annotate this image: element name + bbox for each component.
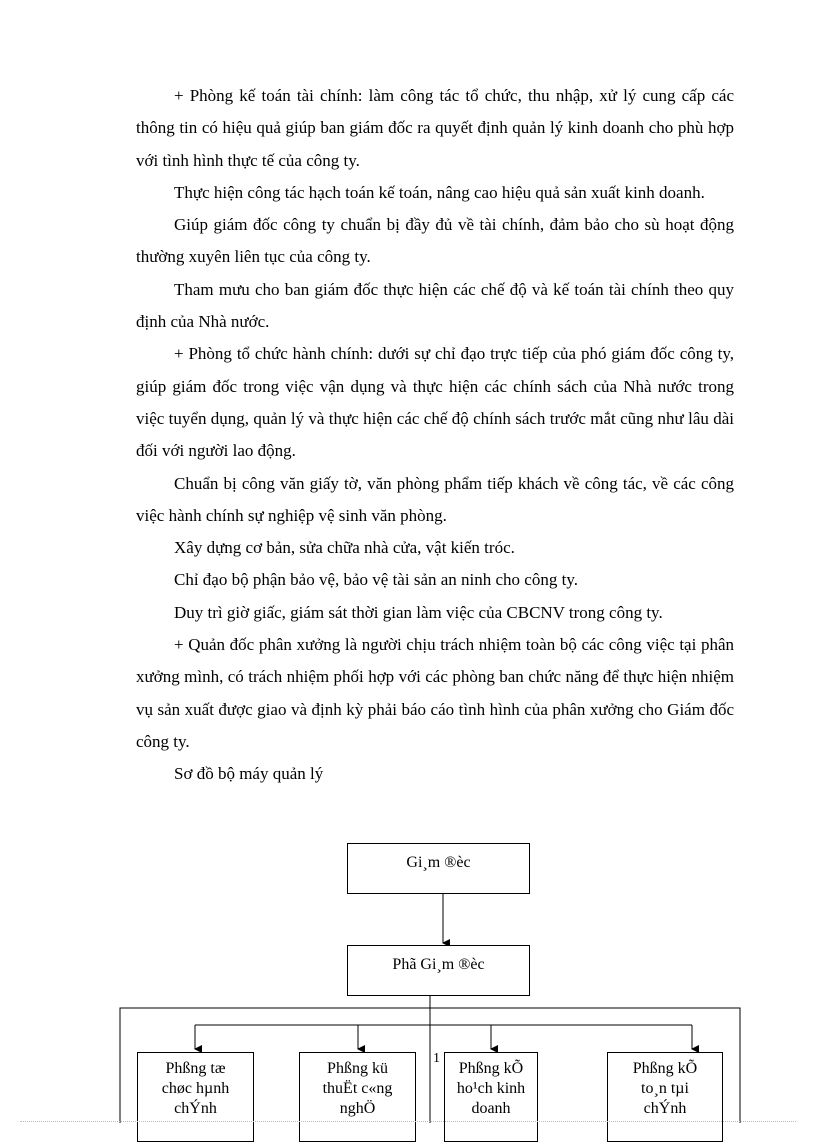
- org-box-director: [347, 843, 530, 894]
- paragraph-finance-support: Giúp giám đốc công ty chuẩn bị đầy đủ về tài chính, đảm bảo cho sù hoạt động thường xuyên liên tục của công ty.: [136, 215, 734, 267]
- page-edge-divider: [20, 1121, 796, 1122]
- org-box-deputy-director-label: Phã Gi¸m ®èc: [392, 956, 485, 973]
- org-box-label-line: chÝnh: [643, 1100, 687, 1117]
- paragraph-documents: Chuẩn bị công văn giấy tờ, văn phòng phẩm tiếp khách về công tác, về các công việc hành chính sự nghiệp vệ sinh văn phòng.: [136, 473, 734, 525]
- org-box-label-line: doanh: [471, 1100, 511, 1117]
- paragraph-timekeeping: Duy trì giờ giấc, giám sát thời gian làm việc của CBCNV trong công ty.: [174, 602, 663, 622]
- org-box-label-line: Phßng kü: [327, 1060, 388, 1077]
- org-box-label-line: to¸n tµi: [641, 1080, 689, 1097]
- paragraph-security: Chỉ đạo bộ phận bảo vệ, bảo vệ tài sản an ninh cho công ty.: [174, 570, 578, 590]
- paragraph-advisory: Tham mưu cho ban giám đốc thực hiện các chế độ và kế toán tài chính theo quy định của Nhà nước.: [136, 279, 734, 332]
- org-box-label-line: chÝnh: [174, 1100, 217, 1117]
- org-box-label-line: Phßng tæ: [165, 1060, 226, 1077]
- org-box-label-line: Phßng kÕ: [458, 1060, 524, 1077]
- chart-caption: Sơ đồ bộ máy quản lý: [174, 764, 324, 784]
- stray-mark: 1: [433, 1051, 440, 1066]
- paragraph-finance-dept: + Phòng kế toán tài chính: làm công tác tổ chức, thu nhập, xử lý cung cấp các thông tin có hiệu quả giúp ban giám đốc ra quyết định quản lý kinh doanh cho phù hợp với tình hình thực tế của công ty.: [136, 86, 734, 170]
- paragraph-construction: Xây dựng cơ bản, sửa chữa nhà cửa, vật kiến tróc.: [174, 538, 515, 558]
- org-box-label-line: nghÖ: [339, 1100, 376, 1117]
- paragraph-workshop-manager: + Quản đốc phân xưởng là người chịu trách nhiệm toàn bộ các công việc tại phân xưởng mình, có trách nhiệm phối hợp với các phòng ban chức năng để thực hiện nhiệm vụ sản xuất được giao và định kỳ phải báo cáo tình hình của phân xưởng cho Giám đốc công ty.: [136, 635, 734, 751]
- org-box-finance-dept: [607, 1052, 723, 1142]
- paragraph-accounting: Thực hiện công tác hạch toán kế toán, nâng cao hiệu quả sản xuất kinh doanh.: [174, 182, 705, 202]
- org-box-technical-dept: [299, 1052, 416, 1142]
- org-box-planning-dept: [444, 1052, 538, 1142]
- org-box-label-line: ho¹ch kinh: [456, 1080, 526, 1097]
- org-box-director-label: Gi¸m ®èc: [406, 854, 471, 871]
- org-box-deputy-director: [347, 945, 530, 996]
- org-box-label-line: thuËt c«ng: [322, 1080, 393, 1097]
- org-box-label-line: Phßng kÕ: [632, 1060, 698, 1077]
- org-box-label-line: chøc hµnh: [161, 1080, 230, 1097]
- org-box-admin-dept: [137, 1052, 254, 1142]
- paragraph-admin-dept: + Phòng tổ chức hành chính: dưới sự chỉ đạo trực tiếp của phó giám đốc công ty, giúp giám đốc trong việc vận dụng và thực hiện các chính sách của Nhà nước trong việc tuyển dụng, quản lý và thực hiện các chế độ chính sách trước mắt cũng như lâu dài đối với người lao động.: [136, 344, 734, 461]
